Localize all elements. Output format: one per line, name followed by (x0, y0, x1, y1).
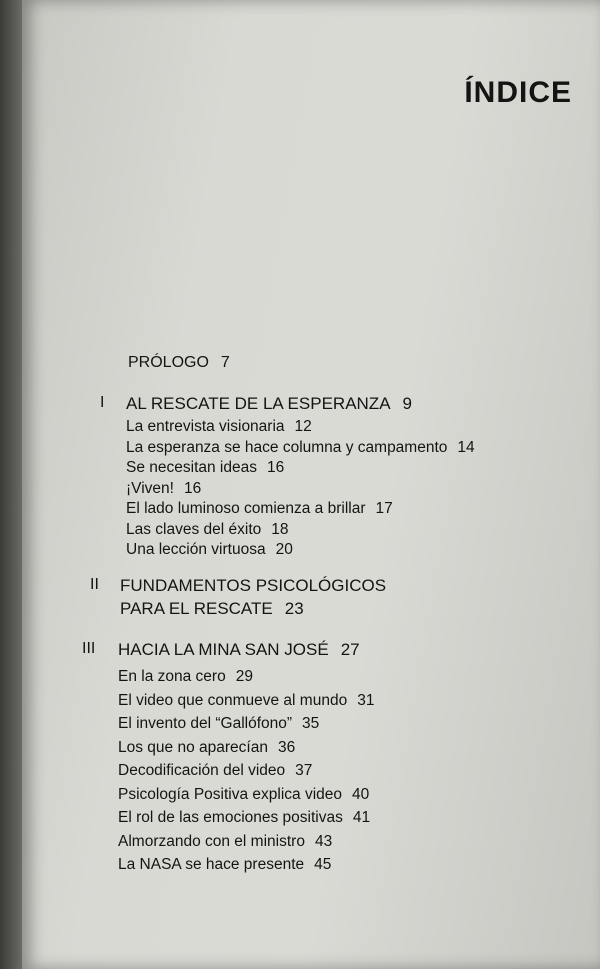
toc-item-label: Los que no aparecían (118, 738, 268, 756)
toc-item (126, 458, 475, 479)
section-numeral: II (90, 576, 99, 593)
toc-item (126, 499, 475, 520)
toc-page-number: 37 (295, 762, 313, 779)
toc-item-label: ¡Viven! (126, 479, 174, 497)
toc-item (126, 417, 475, 438)
toc-item (126, 438, 475, 459)
toc-page-number: 14 (457, 438, 475, 456)
toc-page-number: 7 (220, 354, 230, 371)
toc-item (126, 479, 475, 500)
toc-entry-prologue (128, 354, 230, 372)
toc-item-label: El lado luminoso comienza a brillar (126, 500, 366, 517)
section-title-line: PARA EL RESCATE (120, 599, 273, 618)
toc-item-label: Se necesitan ideas (126, 459, 257, 476)
toc-item (118, 783, 374, 807)
toc-page-number: 31 (357, 691, 375, 709)
toc-item-label: Las claves del éxito (126, 520, 262, 538)
toc-item-label: En la zona cero (118, 668, 226, 685)
section-items (118, 665, 374, 877)
section-items (126, 417, 475, 561)
section-title (120, 597, 386, 620)
book-page (22, 0, 600, 969)
toc-section-3 (82, 638, 374, 877)
toc-page-number: 40 (352, 785, 370, 803)
toc-item (118, 665, 374, 689)
toc-item (118, 853, 374, 877)
toc-page-number: 9 (402, 394, 412, 413)
page-title: ÍNDICE (464, 76, 572, 109)
toc-page-number: 36 (277, 738, 296, 756)
section-title (118, 638, 374, 661)
toc-item-label: El rol de las emociones positivas (118, 809, 343, 826)
toc-item-label: La esperanza se hace columna y campamento (126, 438, 448, 456)
section-title-line: FUNDAMENTOS PSICOLÓGICOS (120, 576, 387, 595)
toc-item-label: Almorzando con el ministro (118, 832, 305, 850)
toc-item (126, 520, 475, 541)
toc-page-number: 17 (375, 500, 393, 517)
toc-item (118, 712, 374, 736)
toc-page-number: 43 (314, 832, 333, 850)
toc-item (126, 540, 475, 561)
toc-page-number: 41 (352, 809, 371, 826)
toc-item-label: Decodificación del video (118, 762, 286, 779)
section-title (126, 392, 475, 415)
toc-item (118, 689, 374, 713)
toc-page-number: 45 (314, 856, 332, 873)
section-title (120, 574, 386, 597)
toc-item-label: La NASA se hace presente (118, 856, 305, 873)
toc-item (118, 736, 374, 760)
toc-item-label: Una lección virtuosa (126, 541, 266, 558)
toc-page-number: 16 (183, 479, 202, 497)
section-title-line: HACIA LA MINA SAN JOSÉ (118, 640, 329, 659)
toc-entry-label: PRÓLOGO (128, 354, 209, 371)
toc-page-number: 35 (302, 715, 320, 732)
section-numeral: III (82, 640, 96, 657)
toc-page-number: 20 (275, 541, 293, 558)
section-title-line: AL RESCATE DE LA ESPERANZA (126, 394, 391, 413)
toc-section-2 (90, 574, 386, 620)
toc-item (118, 830, 374, 854)
toc-item-label: El invento del “Gallófono” (118, 715, 293, 732)
toc-page-number: 18 (271, 520, 289, 538)
toc-page-number: 23 (284, 599, 304, 618)
toc-item-label: La entrevista visionaria (126, 418, 285, 435)
toc-page-number: 12 (294, 418, 312, 435)
toc-page-number: 27 (340, 640, 360, 659)
section-numeral: I (100, 394, 105, 411)
toc-item (118, 759, 374, 783)
toc-item-label: El video que conmueve al mundo (118, 691, 348, 709)
toc-section-1 (100, 392, 475, 561)
toc-item (118, 806, 374, 830)
toc-page-number: 16 (266, 459, 285, 476)
toc-page-number: 29 (235, 668, 253, 685)
toc-item-label: Psicología Positiva explica video (118, 785, 343, 803)
